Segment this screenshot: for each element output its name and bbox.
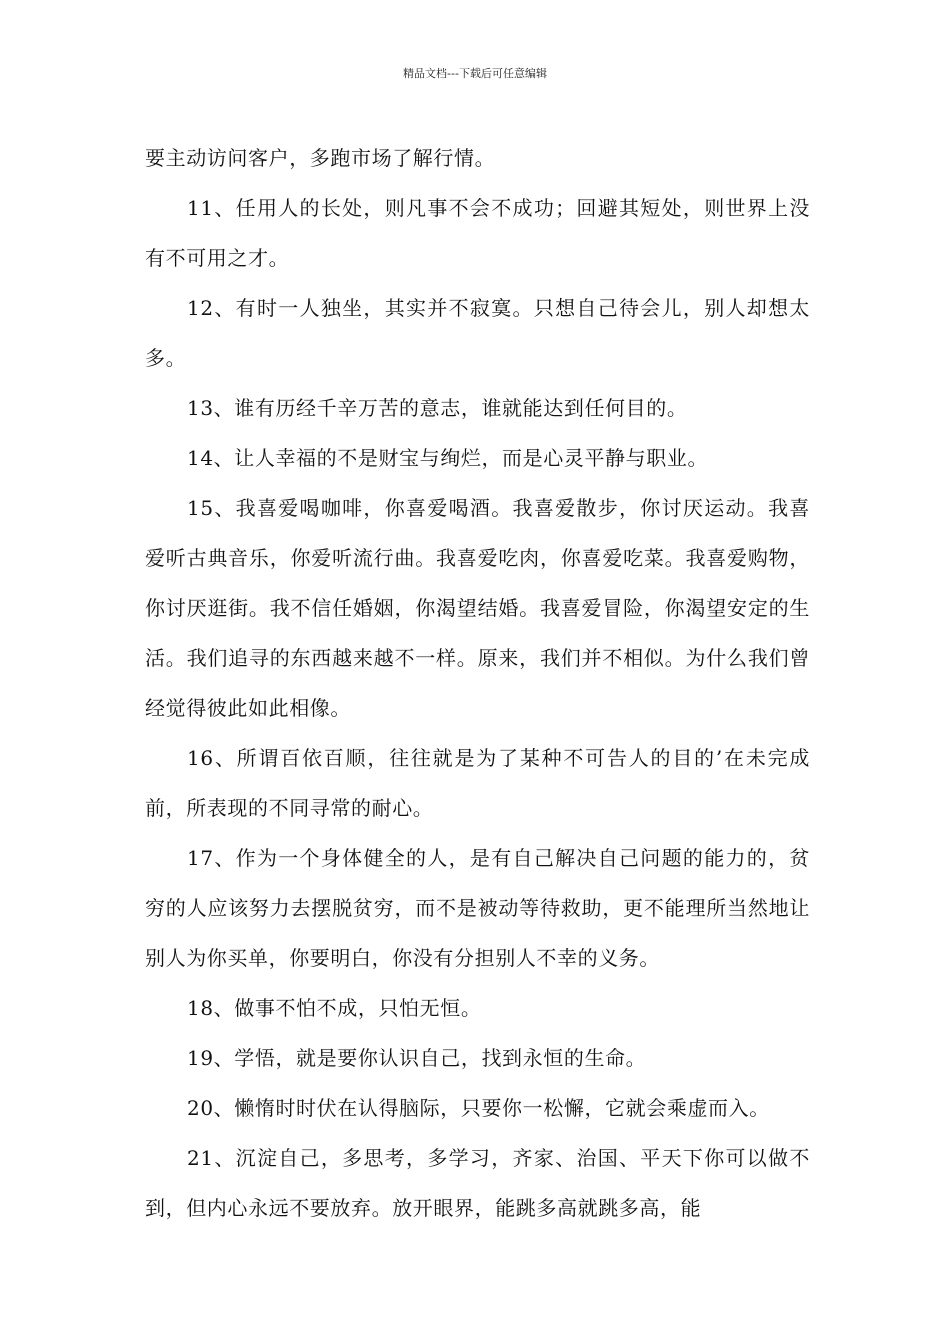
paragraph-continuation: 要主动访问客户，多跑市场了解行情。	[145, 146, 496, 170]
paragraph-20: 20、懒惰时时伏在认得脑际，只要你一松懈，它就会乘虚而入。	[187, 1096, 770, 1120]
paragraph-14: 14、让人幸福的不是财宝与绚烂，而是心灵平静与职业。	[187, 446, 709, 470]
paragraph-11: 11、任用人的长处，则凡事不会不成功；回避其短处，则世界上没有不可用之才。	[145, 196, 810, 270]
paragraph-15: 15、我喜爱喝咖啡，你喜爱喝酒。我喜爱散步，你讨厌运动。我喜爱听古典音乐，你爱听流行曲。我喜爱吃肉，你喜爱吃菜。我喜爱购物，你讨厌逛街。我不信任婚姻，你渴望结婚。我喜爱冒险，你渴望安定的生活。我们追寻的东西越来越不一样。原来，我们并不相似。为什么我们曾经觉得彼此如此相像。	[145, 496, 810, 720]
paragraph-19: 19、学悟，就是要你认识自己，找到永恒的生命。	[187, 1046, 647, 1070]
paragraph-16: 16、所谓百依百顺，往往就是为了某种不可告人的目的’在未完成前，所表现的不同寻常的耐心。	[145, 746, 810, 820]
page-header: 精品文档---下载后可任意编辑	[403, 67, 547, 80]
paragraph-21: 21、沉淀自己，多思考，多学习，齐家、治国、平天下你可以做不到，但内心永远不要放弃。放开眼界，能跳多高就跳多高，能	[145, 1146, 810, 1220]
document-body	[145, 133, 810, 1233]
paragraph-13: 13、谁有历经千辛万苦的意志，谁就能达到任何目的。	[187, 396, 688, 420]
paragraph-17: 17、作为一个身体健全的人，是有自己解决自己问题的能力的，贫穷的人应该努力去摆脱贫穷，而不是被动等待救助，更不能理所当然地让别人为你买单，你要明白，你没有分担别人不幸的义务。	[145, 846, 810, 970]
paragraph-18: 18、做事不怕不成，只怕无恒。	[187, 996, 482, 1020]
paragraph-12: 12、有时一人独坐，其实并不寂寞。只想自己待会儿，别人却想太多。	[145, 296, 810, 370]
